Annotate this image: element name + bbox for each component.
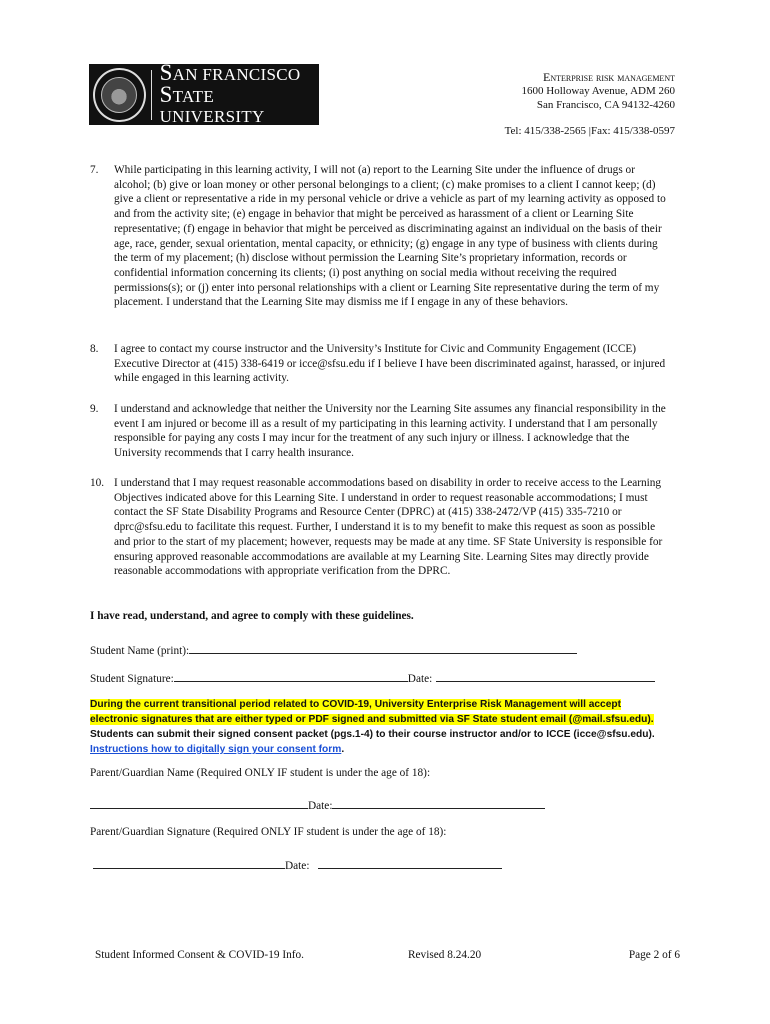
date-label: Date:: [308, 800, 333, 812]
footer-revision: Revised 8.24.20: [408, 949, 482, 961]
item-text: I understand that I may request reasonable accommodations based on disability in order to receive access to the Learning Objectives indicated above for this Learning Site. I understand in order to request reasonable accommodations; I must contact the SF State Disability Programs and Resource Center (DPRC) at (415) 338-2472/VP (415) 335-7210 or dprc@sfsu.edu to facilitate this request. Further, I understand it is to my benefit to make this request as soon as possible and prior to the start of my placement; however, requests may be made at any time. SF State University is responsible for ensuring approved reasonable accommodations are available at my Learning Site. Learning Sites may directly provide reasonable accommodations with appropriate verification from the DPRC.: [114, 477, 663, 578]
student-name-field[interactable]: [189, 641, 577, 654]
item-number: 10.: [90, 477, 105, 489]
university-seal-icon: [93, 68, 146, 122]
item-text: I understand and acknowledge that neither the University nor the Learning Site assumes any financial responsibility in the event I am injured or become ill as a result of my participating in this learning activity. I understand that I am personally responsible for paying any costs I may incur for the treatment of any such injury or illness. I acknowledge that the University recommends that I carry health insurance.: [114, 403, 666, 460]
list-item: [90, 402, 674, 461]
agreement-statement: I have read, understand, and agree to comply with these guidelines.: [90, 610, 414, 622]
item-text: I agree to contact my course instructor and the University’s Institute for Civic and Community Engagement (ICCE) Executive Director at (415) 338-6419 or icce@sfsu.edu if I believe I have been discriminated against, harassed, or injured while engaged in this learning activity.: [114, 343, 666, 385]
covid-notice: During the current transitional period related to COVID-19, University Enterprise Risk Management will accept electronic signatures that are either typed or PDF signed and submitted via SF State student email (@mail.sfsu.edu). Students can submit their signed consent packet (pgs.1-4) to their course instructor and/or to ICCE (icce@sfsu.edu). Instructions how to digitally sign your consent form.: [90, 697, 690, 757]
student-signature-row: [90, 669, 655, 685]
student-name-label: Student Name (print):: [90, 645, 190, 657]
parent-date-field[interactable]: [332, 796, 545, 809]
date-label: Date:: [407, 673, 433, 685]
notice-highlight-2: electronic signatures that are either typed or PDF signed and submitted via SF State student email (@mail.sfsu.edu).: [90, 714, 654, 725]
department-name: Enterprise risk management: [542, 70, 675, 84]
student-signature-field[interactable]: [174, 669, 408, 682]
address-line-2: San Francisco, CA 94132-4260: [536, 99, 675, 111]
student-date-field[interactable]: [436, 669, 655, 682]
parent-date-field[interactable]: [318, 856, 502, 869]
parent-signature-row: [93, 856, 502, 872]
parent-name-field[interactable]: [90, 796, 308, 809]
parent-signature-field[interactable]: [93, 856, 285, 869]
notice-submission: Students can submit their signed consent packet (pgs.1-4) to their course instructor and/or to ICCE (icce@sfsu.edu).: [90, 729, 655, 740]
student-signature-label: Student Signature:: [90, 673, 174, 685]
item-number: 9.: [90, 403, 99, 415]
list-item: [90, 163, 674, 310]
address-line-1: 1600 Holloway Avenue, ADM 260: [521, 85, 675, 97]
footer-page-number: Page 2 of 6: [628, 949, 680, 961]
list-item: [90, 476, 674, 579]
sfsu-logo: [89, 59, 319, 126]
parent-name-row: [90, 796, 545, 812]
contact-numbers: Tel: 415/338-2565 |Fax: 415/338-0597: [504, 125, 675, 137]
footer-title: Student Informed Consent & COVID-19 Info.: [95, 949, 304, 961]
item-number: 7.: [90, 164, 99, 176]
item-number: 8.: [90, 343, 99, 355]
parent-signature-label: Parent/Guardian Signature (Required ONLY IF student is under the age of 18):: [90, 826, 447, 838]
list-item: [90, 342, 674, 386]
item-text: While participating in this learning activity, I will not (a) report to the Learning Site under the influence of drugs or alcohol; (b) give or loan money or other personal belongings to a client; (c) make promises to a client I cannot keep; (d) give a client or representative a ride in my personal vehicle or drive a vehicle as part of my learning activity as opposed to and from the activity site; (e) engage in behavior that might be perceived as harassment of a client or Learning Site representative; (f) engage in behavior that might be perceived as discriminating against an individual on the basis of their age, race, gender, sexual orientation, mental capacity, or ethnicity; (g) engage in any type of business with clients during the term of my placement; (h) disclose without permission the Learning Site’s proprietary information, records or confidential information concerning its clients; (i) post anything on social media without receiving the required permissions(s); or (j) enter into personal relationships with a client or Learning Site representative during the term of my placement. I understand that the Learning Site may dismiss me if I engage in any of these behaviors.: [114, 164, 666, 309]
letterhead: [505, 70, 675, 138]
parent-name-label: Parent/Guardian Name (Required ONLY IF student is under the age of 18):: [90, 767, 431, 779]
notice-highlight-1: During the current transitional period related to COVID-19, University Enterprise Risk Management will accept: [90, 699, 622, 710]
logo-divider: [151, 70, 152, 120]
student-name-row: [90, 641, 577, 657]
logo-wordmark: SAN FRANCISCO STATE UNIVERSITY: [159, 59, 301, 126]
instructions-link[interactable]: Instructions how to digitally sign your consent form: [90, 744, 342, 755]
date-label: Date:: [285, 860, 313, 872]
